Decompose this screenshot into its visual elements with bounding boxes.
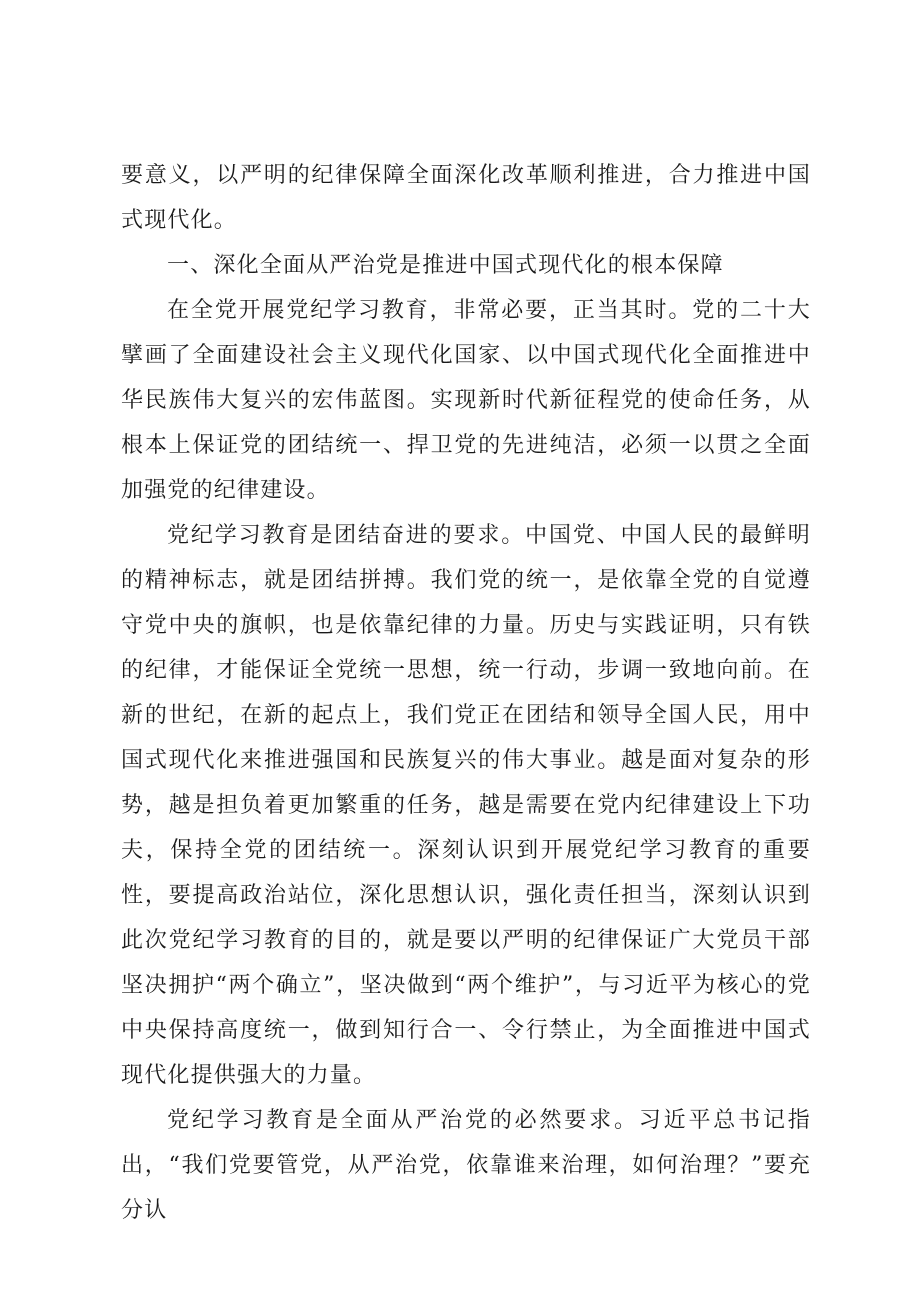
paragraph: 在全党开展党纪学习教育，非常必要，正当其时。党的二十大擘画了全面建设社会主义现代化国家、以中国式现代化全面推进中华民族伟大复兴的宏伟蓝图。实现新时代新征程党的使命任务，从根本上保证党的团结统一、捍卫党的先进纯洁，必须一以贯之全面加强党的纪律建设。: [121, 298, 811, 503]
section-heading: 一、深化全面从严治党是推进中国式现代化的根本保障: [167, 253, 724, 278]
document-body: [121, 153, 811, 1233]
paragraph: 党纪学习教育是全面从严治党的必然要求。习近平总书记指出，“我们党要管党，从严治党，依靠谁来治理，如何治理？”要充分认: [121, 1108, 811, 1223]
paragraph: 党纪学习教育是团结奋进的要求。中国党、中国人民的最鲜明的精神标志，就是团结拼搏。我们党的统一，是依靠全党的自觉遵守党中央的旗帜，也是依靠纪律的力量。历史与实践证明，只有铁的纪律，才能保证全党统一思想，统一行动，步调一致地向前。在新的世纪，在新的起点上，我们党正在团结和领导全国人民，用中国式现代化来推进强国和民族复兴的伟大事业。越是面对复杂的形势，越是担负着更加繁重的任务，越是需要在党内纪律建设上下功夫，保持全党的团结统一。深刻认识到开展党纪学习教育的重要性，要提高政治站位，深化思想认识，强化责任担当，深刻认识到此次党纪学习教育的目的，就是要以严明的纪律保证广大党员干部坚决拥护“两个确立”，坚决做到“两个维护”，与习近平为核心的党中央保持高度统一，做到知行合一、令行禁止，为全面推进中国式现代化提供强大的力量。: [121, 523, 811, 1088]
paragraph-continuation: 要意义，以严明的纪律保障全面深化改革顺利推进，合力推进中国式现代化。: [121, 163, 811, 233]
